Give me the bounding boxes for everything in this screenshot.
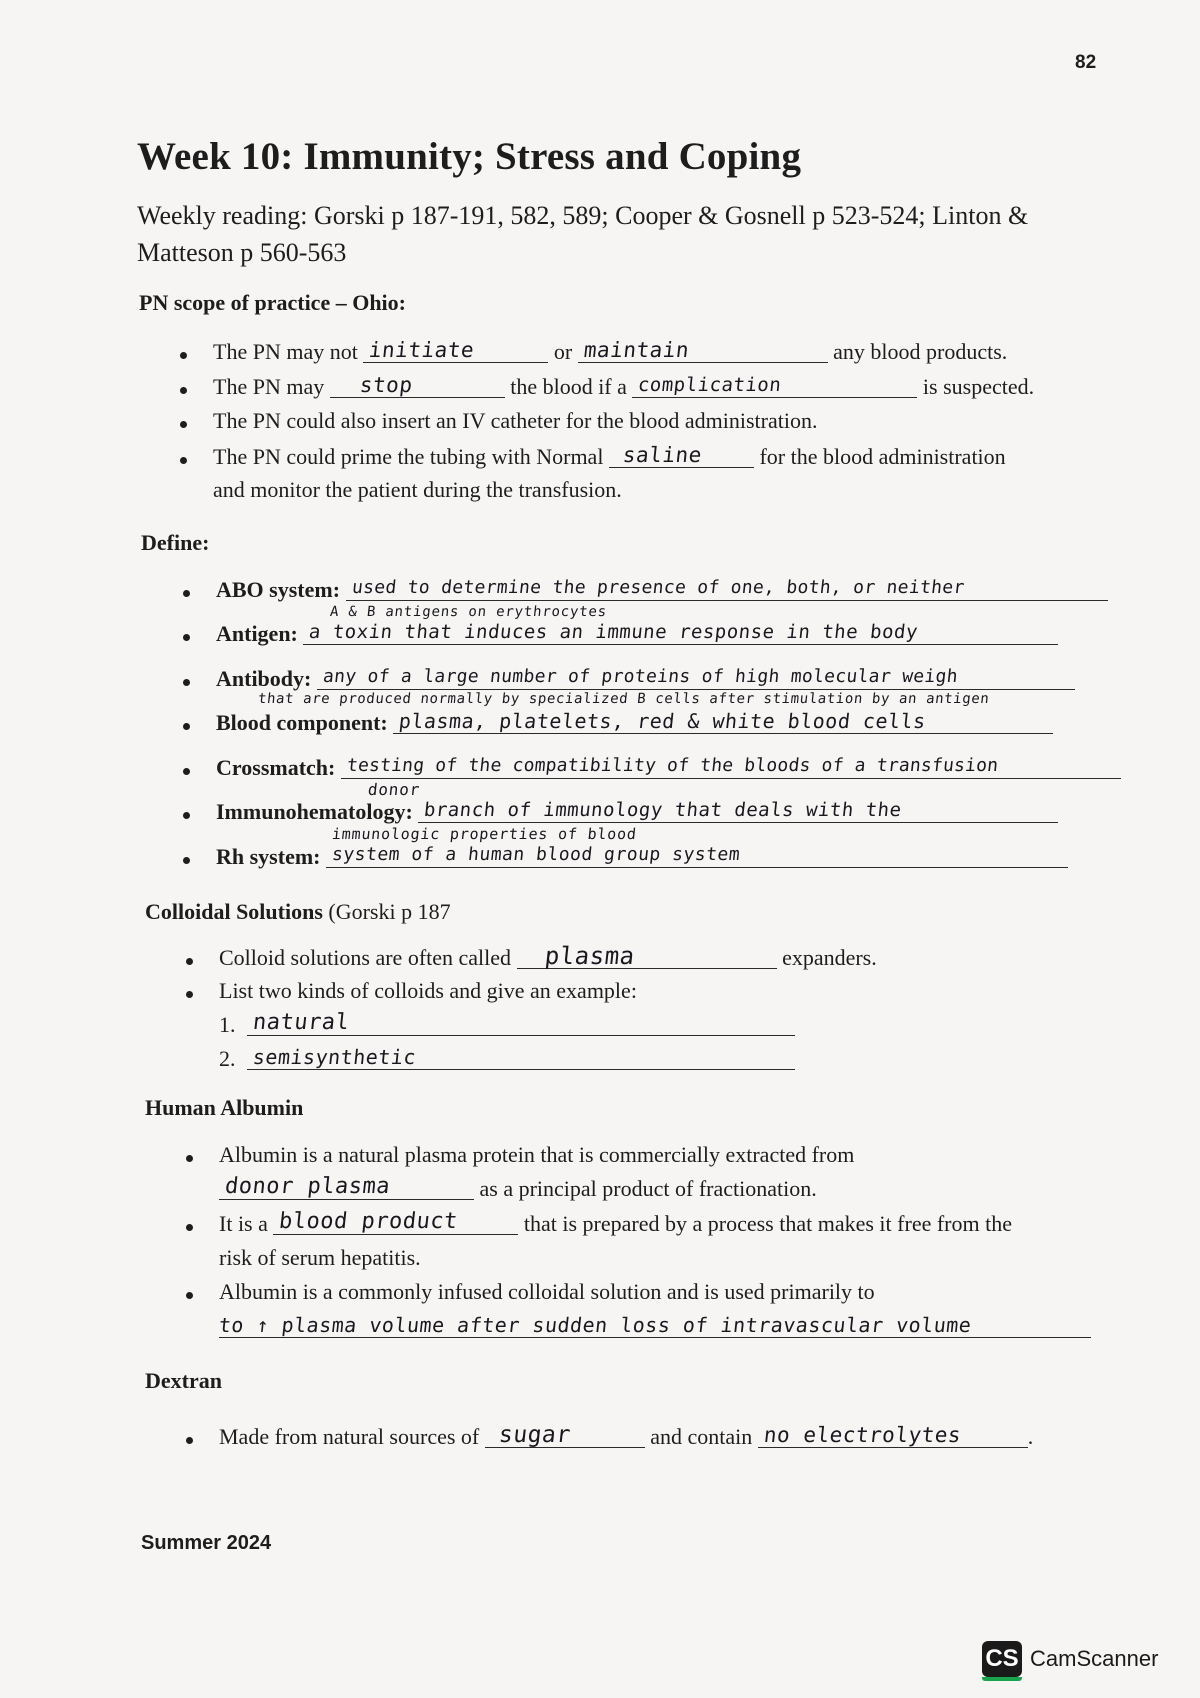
albumin-item-2: It is a blood product that is prepared by a process that makes it free from the xyxy=(219,1209,1012,1236)
albumin-item-3-answer xyxy=(219,1313,1091,1341)
handwritten-answer: complication xyxy=(637,374,783,396)
albumin-item-1: Albumin is a natural plasma protein that is commercially extracted from xyxy=(219,1142,855,1167)
albumin-item-3: Albumin is a commonly infused colloidal solution and is used primarily to xyxy=(219,1279,875,1304)
page-number: 82 xyxy=(1075,52,1097,73)
colloidal-item-2: List two kinds of colloids and give an example: xyxy=(219,978,637,1003)
handwritten-answer: plasma, platelets, red & white blood cells xyxy=(397,709,928,733)
colloidal-item-1: Colloid solutions are often called plasma expanders. xyxy=(219,942,877,970)
weekly-reading: Weekly reading: Gorski p 187-191, 582, 589; Cooper & Gosnell p 523-524; Linton & Matteson p 560-563 xyxy=(137,201,1029,267)
answer-blank xyxy=(758,1423,1028,1448)
handwritten-answer: testing of the compatibility of the bloods of a transfusion xyxy=(345,755,1000,776)
bullet xyxy=(180,421,187,428)
bullet xyxy=(186,1292,193,1299)
albumin-heading: Human Albumin xyxy=(145,1095,304,1120)
handwritten-answer: maintain xyxy=(582,338,691,362)
handwritten-answer: used to determine the presence of one, both, or neither xyxy=(350,577,966,598)
bullet xyxy=(183,812,190,819)
bullet xyxy=(183,590,190,597)
bullet xyxy=(183,723,190,730)
handwritten-answer: to ↑ plasma volume after sudden loss of intravascular volume xyxy=(217,1313,973,1337)
define-heading: Define: xyxy=(141,530,210,555)
answer-blank xyxy=(219,1313,1091,1338)
answer-blank xyxy=(485,1423,645,1448)
handwritten-answer: natural xyxy=(251,1010,351,1035)
answer-blank xyxy=(517,944,777,969)
define-antibody: Antibody: any of a large number of proteins of high molecular weigh xyxy=(216,665,1075,693)
bullet xyxy=(180,387,187,394)
handwritten-answer: any of a large number of proteins of high molecular weigh xyxy=(321,666,959,687)
handwritten-answer: semisynthetic xyxy=(251,1045,418,1069)
colloid-list-1: 1. natural xyxy=(219,1011,795,1039)
answer-blank xyxy=(303,620,1058,645)
bullet xyxy=(186,1224,193,1231)
handwritten-note: donor xyxy=(367,780,422,799)
handwritten-note: immunologic properties of blood xyxy=(331,825,638,843)
handwritten-answer: system of a human blood group system xyxy=(330,844,742,865)
colloidal-heading: Colloidal Solutions (Gorski p 187 xyxy=(145,899,451,924)
answer-blank xyxy=(326,843,1068,868)
scope-item-2: The PN may stop the blood if a complication is suspected. xyxy=(213,373,1035,399)
scope-heading: PN scope of practice – Ohio: xyxy=(139,290,406,315)
handwritten-answer: sugar xyxy=(497,1422,572,1448)
define-rh: Rh system: system of a human blood group system xyxy=(216,843,1068,871)
answer-blank xyxy=(578,338,828,363)
camscanner-text: CamScanner xyxy=(1030,1646,1159,1671)
answer-blank xyxy=(317,665,1075,690)
albumin-item-1-continued: donor plasma as a principal product of fractionation. xyxy=(219,1175,817,1203)
handwritten-answer: a toxin that induces an immune response in the body xyxy=(308,621,920,643)
handwritten-answer: donor plasma xyxy=(223,1174,392,1199)
handwritten-answer: stop xyxy=(358,373,414,397)
define-immunohematology: Immunohematology: branch of immunology that deals with the xyxy=(216,798,1058,826)
answer-blank xyxy=(418,798,1058,823)
bullet xyxy=(180,352,187,359)
handwritten-answer: saline xyxy=(621,443,704,467)
define-abo: ABO system: used to determine the presence of one, both, or neither xyxy=(216,576,1108,604)
handwritten-note: A & B antigens on erythrocytes xyxy=(329,604,608,620)
bullet xyxy=(180,457,187,464)
dextran-heading: Dextran xyxy=(145,1368,222,1393)
bullet xyxy=(183,768,190,775)
handwritten-answer: branch of immunology that deals with the xyxy=(423,799,903,821)
scope-item-1: The PN may not initiate or maintain any blood products. xyxy=(213,338,1008,364)
camscanner-watermark xyxy=(982,1641,1158,1677)
answer-blank xyxy=(341,754,1121,779)
answer-blank xyxy=(363,338,548,363)
scope-item-4: The PN could prime the tubing with Normal saline for the blood administration xyxy=(213,443,1006,469)
answer-blank xyxy=(632,373,917,398)
bullet xyxy=(186,958,193,965)
handwritten-answer: initiate xyxy=(368,338,476,362)
page-title: Week 10: Immunity; Stress and Coping xyxy=(137,135,802,178)
bullet xyxy=(183,679,190,686)
handwritten-answer: no electrolytes xyxy=(762,1423,963,1447)
scope-item-3: The PN could also insert an IV catheter for the blood administration. xyxy=(213,408,818,433)
define-blood-component: Blood component: plasma, platelets, red & white blood cells xyxy=(216,709,1053,737)
answer-blank xyxy=(247,1011,795,1036)
answer-blank xyxy=(393,709,1053,734)
albumin-item-2-continued: risk of serum hepatitis. xyxy=(219,1245,421,1270)
handwritten-answer: blood product xyxy=(278,1209,460,1234)
handwritten-note: that are produced normally by specialized B cells after stimulation by an antigen xyxy=(257,691,991,707)
bullet xyxy=(186,1437,193,1444)
camscanner-logo-icon: CS xyxy=(982,1641,1022,1677)
handwritten-answer: plasma xyxy=(543,942,636,970)
answer-blank xyxy=(330,373,505,398)
footer-term: Summer 2024 xyxy=(141,1532,272,1554)
dextran-item-1: Made from natural sources of sugar and contain no electrolytes . xyxy=(219,1422,1034,1449)
answer-blank xyxy=(273,1210,518,1235)
bullet xyxy=(186,991,193,998)
bullet xyxy=(183,634,190,641)
colloid-list-2: 2. semisynthetic xyxy=(219,1045,795,1073)
scope-item-4-continued: and monitor the patient during the transfusion. xyxy=(213,477,622,502)
answer-blank xyxy=(609,443,754,468)
define-crossmatch: Crossmatch: testing of the compatibility of the bloods of a transfusion xyxy=(216,754,1121,782)
bullet xyxy=(183,857,190,864)
answer-blank xyxy=(219,1175,474,1200)
answer-blank xyxy=(247,1045,795,1070)
bullet xyxy=(186,1155,193,1162)
answer-blank xyxy=(346,576,1108,601)
define-antigen: Antigen: a toxin that induces an immune response in the body xyxy=(216,620,1058,648)
